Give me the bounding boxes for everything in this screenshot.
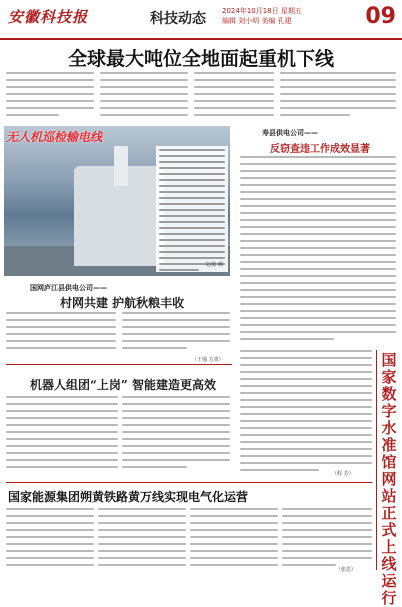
- robot-article-title: 机器人组团“上岗” 智能建造更高效: [30, 378, 216, 392]
- vertical-rule: [376, 350, 377, 570]
- article-column-3: [194, 72, 274, 122]
- main-headline: 全球最大吨位全地面起重机下线: [67, 48, 334, 70]
- robot-article-col2: [122, 396, 230, 478]
- byline-3: （张思）: [336, 567, 357, 573]
- article-column-4: [280, 72, 396, 122]
- dateline-editors: 编辑 刘小明 美编 孔建: [222, 17, 292, 25]
- bottom-col4: [282, 508, 372, 572]
- robot-article-col1: [6, 396, 118, 478]
- photo-title: 无人机巡检输电线: [6, 130, 103, 144]
- mid-article-col2: [122, 312, 230, 360]
- photo-caption: [156, 146, 228, 272]
- right-article-body: [240, 156, 396, 344]
- page-number: 09: [365, 4, 396, 29]
- divider: [6, 364, 232, 365]
- section-title: 科技动态: [150, 11, 206, 27]
- article-column-2: [100, 72, 188, 122]
- right-article-kicker: 寿县供电公司——: [262, 129, 318, 137]
- mid-article-title: 村网共建 护航秋粮丰收: [60, 296, 185, 310]
- masthead: [0, 0, 402, 40]
- middle-right-article-body: [240, 350, 372, 480]
- photo-author: 文/张 韩: [204, 262, 223, 268]
- bottom-col3: [190, 508, 278, 572]
- mid-article-kicker: 国网庐江县供电公司——: [30, 284, 107, 292]
- bottom-col2: [98, 508, 186, 572]
- vertical-title: 国家数字水准馆网站正式上线运行: [381, 351, 397, 607]
- byline-2: （程 芳）: [332, 471, 354, 477]
- mid-article-col1: [6, 312, 116, 360]
- article-column-1: [6, 72, 94, 122]
- divider-bottom: [6, 482, 372, 483]
- bottom-col1: [6, 508, 94, 572]
- dateline: [222, 6, 302, 26]
- newspaper-brand: 安徽科技报: [8, 8, 89, 26]
- byline-1: （王强 方夷）: [192, 357, 224, 363]
- right-article-title: 反窃查违工作成效显著: [270, 144, 370, 155]
- bottom-article-title: 国家能源集团朔黄铁路黄万线实现电气化运营: [8, 490, 249, 504]
- dateline-date: 2024年10月18日 星期五: [222, 7, 302, 15]
